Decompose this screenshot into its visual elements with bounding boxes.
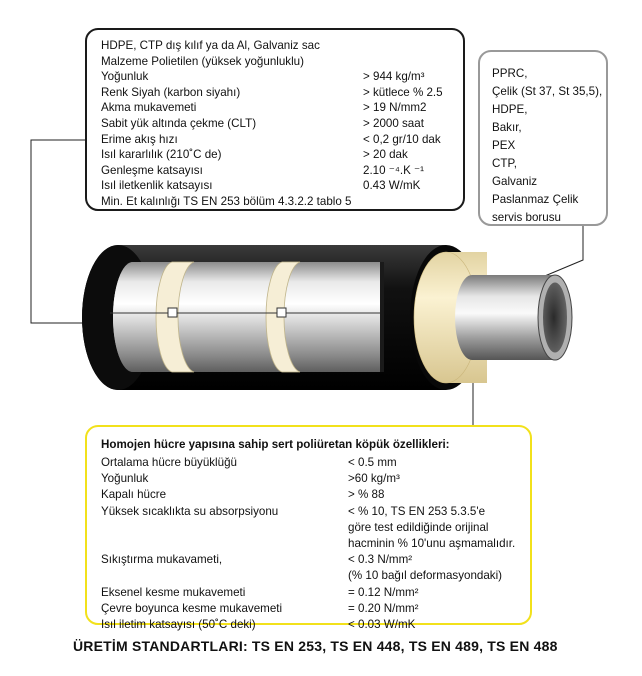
foam-row-value (348, 504, 515, 553)
foam-row (101, 552, 518, 584)
foam-row-label: Eksenel kesme mukavemeti (101, 585, 246, 599)
foam-row (101, 455, 518, 471)
foam-row-value-line: (% 10 bağıl deformasyondaki) (348, 569, 503, 583)
hdpe-row (101, 85, 449, 101)
hdpe-row-label: Akma mukavemeti (101, 101, 197, 115)
service-pipe (455, 275, 572, 360)
hdpe-row-value: > 19 N/mm2 (363, 101, 427, 115)
hdpe-row-value: 2.10 ⁻⁴.K ⁻¹ (363, 163, 425, 177)
hdpe-row-value: > 944 kg/m³ (363, 70, 425, 84)
hdpe-row (101, 147, 449, 163)
foam-row-label: Ortalama hücre büyüklüğü (101, 456, 237, 469)
hdpe-jacket-properties-box (85, 28, 465, 211)
hdpe-row-value: > 2000 saat (363, 116, 424, 130)
hdpe-row-label: Isıl kararlılık (210˚C de) (101, 148, 222, 162)
material-item: servis borusu (492, 211, 561, 224)
hdpe-row-label: Sabit yük altında çekme (CLT) (101, 116, 257, 130)
material-item: PEX (492, 139, 516, 152)
foam-row (101, 601, 518, 617)
material-item: Bakır, (492, 121, 522, 134)
material-item: HDPE, (492, 103, 528, 116)
hdpe-row (101, 163, 449, 179)
hdpe-row-label: Erime akış hızı (101, 132, 178, 146)
service-pipe-materials-box (478, 50, 608, 226)
cut-edge (380, 262, 384, 372)
material-item: Galvaniz (492, 175, 538, 188)
hdpe-row-label: Isıl iletkenlik katsayısı (101, 179, 213, 193)
hdpe-row (101, 116, 449, 132)
hdpe-row (101, 178, 449, 194)
material-item: Paslanmaz Çelik (492, 193, 579, 206)
foam-row (101, 617, 518, 633)
foam-row-value-line: < 0.3 N/mm² (348, 553, 413, 567)
foam-row-label: Yoğunluk (101, 472, 149, 486)
hdpe-row (101, 69, 449, 85)
material-item: CTP, (492, 157, 517, 170)
materials-leader-line (540, 226, 583, 278)
hdpe-footer: Min. Et kalınlığı TS EN 253 bölüm 4.3.2.2 tablo 5 (101, 194, 352, 208)
foam-row-label: Çevre boyunca kesme mukavemeti (101, 601, 283, 615)
hdpe-row-value: > kütlece % 2.5 (363, 85, 443, 99)
hdpe-title-line-2: Malzeme Polietilen (yüksek yoğunluklu) (101, 54, 304, 68)
foam-row-value: = 0.20 N/mm² (348, 601, 419, 615)
hdpe-row-label: Yoğunluk (101, 70, 149, 84)
foam-row-label: Sıkıştırma mukavameti, (101, 553, 223, 567)
foam-box-title: Homojen hücre yapısına sahip sert poliüretan köpük özellikleri: (101, 438, 450, 451)
foam-row (101, 585, 518, 601)
foam-row-value-line: göre test edildiğinde orijinal (348, 520, 489, 534)
foam-row (101, 487, 518, 503)
foam-row-label: Isıl iletim katsayısı (50˚C deki) (101, 617, 256, 631)
foam-row-value (348, 552, 502, 584)
hdpe-row-label: Genleşme katsayısı (101, 163, 203, 177)
foam-row-value: > % 88 (348, 488, 385, 502)
foam-row (101, 504, 518, 553)
foam-row-value: < 0.5 mm (348, 456, 397, 469)
foam-row-value-line: < % 10, TS EN 253 5.3.5'e (348, 504, 486, 518)
production-standards: ÜRETİM STANDARTLARI: TS EN 253, TS EN 448, TS EN 489, TS EN 488 (73, 638, 558, 654)
foam-row-value: = 0.12 N/mm² (348, 585, 419, 599)
hdpe-row (101, 132, 449, 148)
foam-row (101, 471, 518, 487)
hdpe-row-label: Renk Siyah (karbon siyahı) (101, 85, 241, 99)
hdpe-row-value: < 0,2 gr/10 dak (363, 132, 441, 146)
material-item: PPRC, (492, 67, 528, 80)
foam-row-value: < 0.03 W/mK (348, 617, 416, 631)
foam-row-label: Yüksek sıcaklıkta su absorpsiyonu (101, 504, 279, 518)
hdpe-row (101, 100, 449, 116)
inner-service-pipe-cutaway (113, 262, 380, 372)
foam-row-value-line: hacminin % 10'unu aşmamalıdır. (348, 536, 516, 550)
pu-foam-properties-box (85, 425, 532, 631)
foam-row-value: >60 kg/m³ (348, 472, 400, 486)
hdpe-row-value: 0.43 W/mK (363, 179, 421, 193)
material-item: Çelik (St 37, St 35,5), (492, 85, 603, 98)
foam-row-label: Kapalı hücre (101, 488, 167, 502)
hdpe-row-value: > 20 dak (363, 148, 408, 162)
hdpe-title-line-1: HDPE, CTP dış kılıf ya da Al, Galvaniz sac (101, 39, 320, 52)
